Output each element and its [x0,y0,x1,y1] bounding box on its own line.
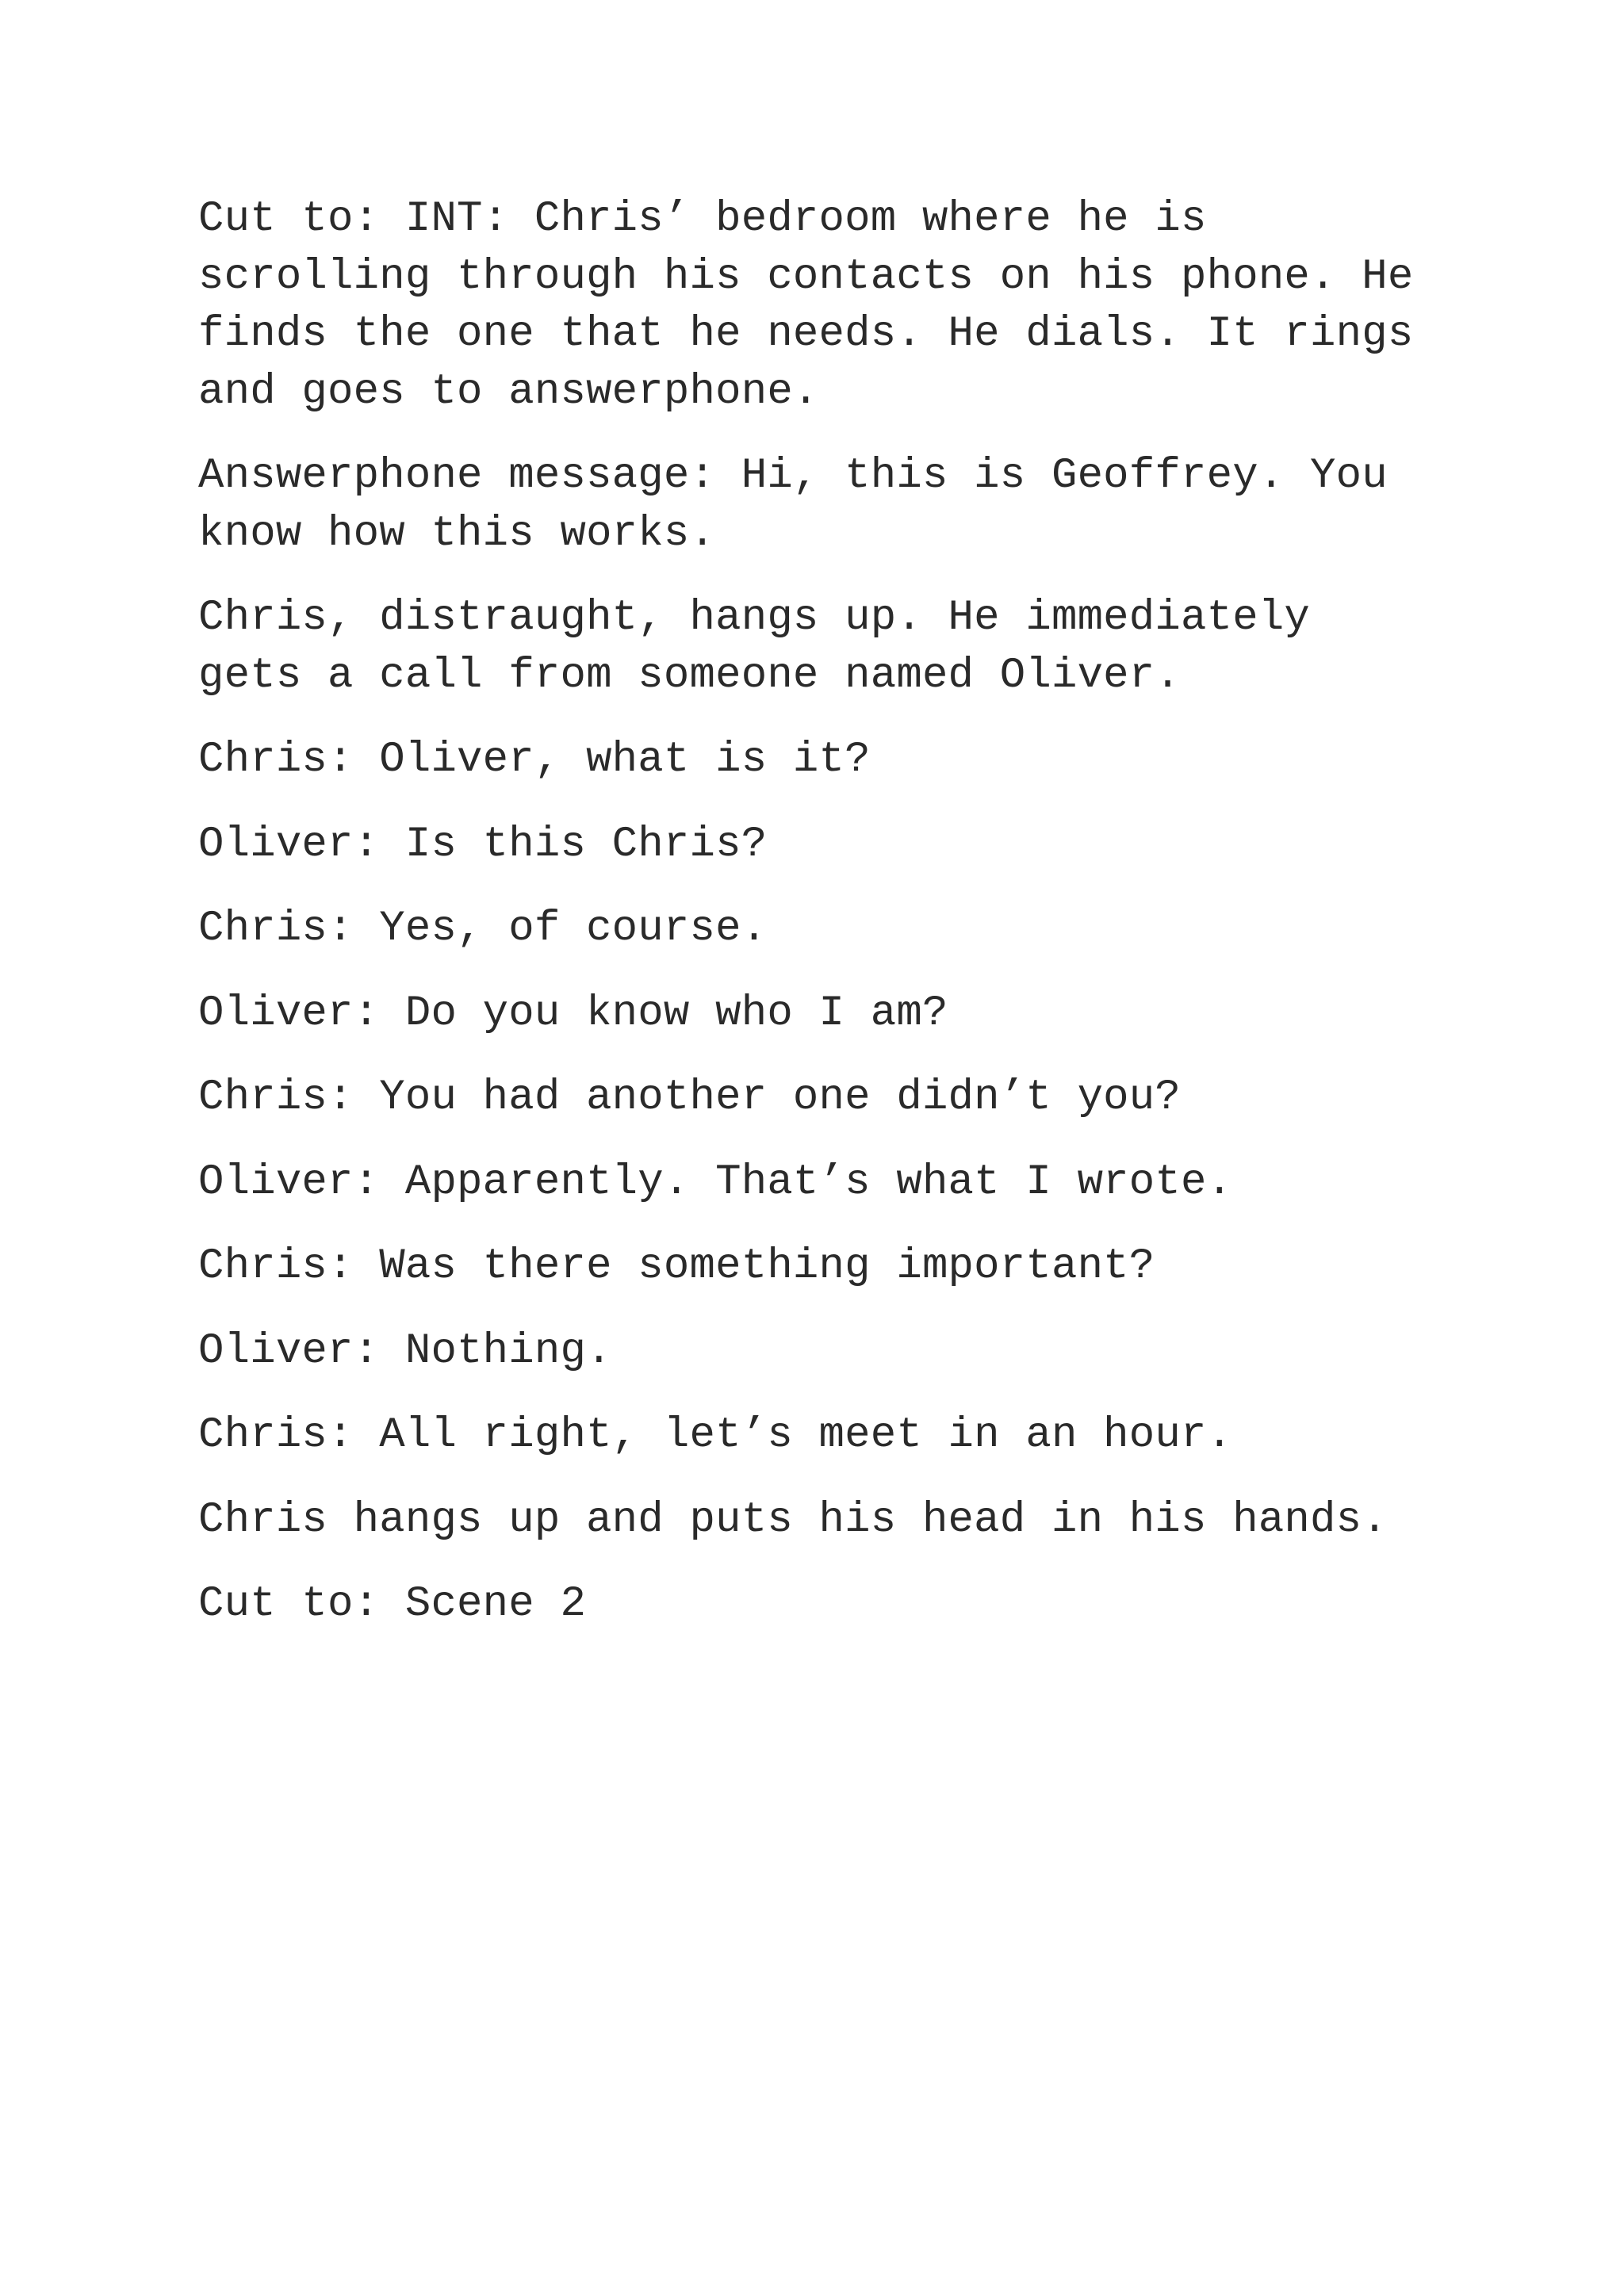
dialogue-line: Oliver: Do you know who I am? [198,989,948,1038]
dialogue-line: Chris: Was there something important? [198,1242,1155,1291]
dialogue-line: Chris: All right, let’s meet in an hour. [198,1411,1233,1460]
action-paragraph: Chris hangs up and puts his head in his hands. [198,1495,1388,1544]
dialogue-line: Oliver: Nothing. [198,1326,612,1376]
dialogue-line: Oliver: Is this Chris? [198,820,768,869]
scene-transition: Cut to: Scene 2 [198,1580,587,1628]
answerphone-message-paragraph: Answerphone message: Hi, this is Geoffrey. You know how this works. [198,452,1388,558]
dialogue-line: Chris: Yes, of course. [198,905,768,953]
script-body [198,191,1451,1661]
scene-direction-paragraph: Cut to: INT: Chris’ bedroom where he is scrolling through his contacts on his phone. He finds the one that he needs. He dials. It rings and goes to answerphone. [198,195,1414,416]
dialogue-line: Oliver: Apparently. That’s what I wrote. [198,1158,1233,1207]
dialogue-line: Chris: You had another one didn’t you? [198,1073,1182,1122]
dialogue-line: Chris: Oliver, what is it? [198,736,871,784]
action-paragraph: Chris, distraught, hangs up. He immediately gets a call from someone named Oliver. [198,594,1311,700]
